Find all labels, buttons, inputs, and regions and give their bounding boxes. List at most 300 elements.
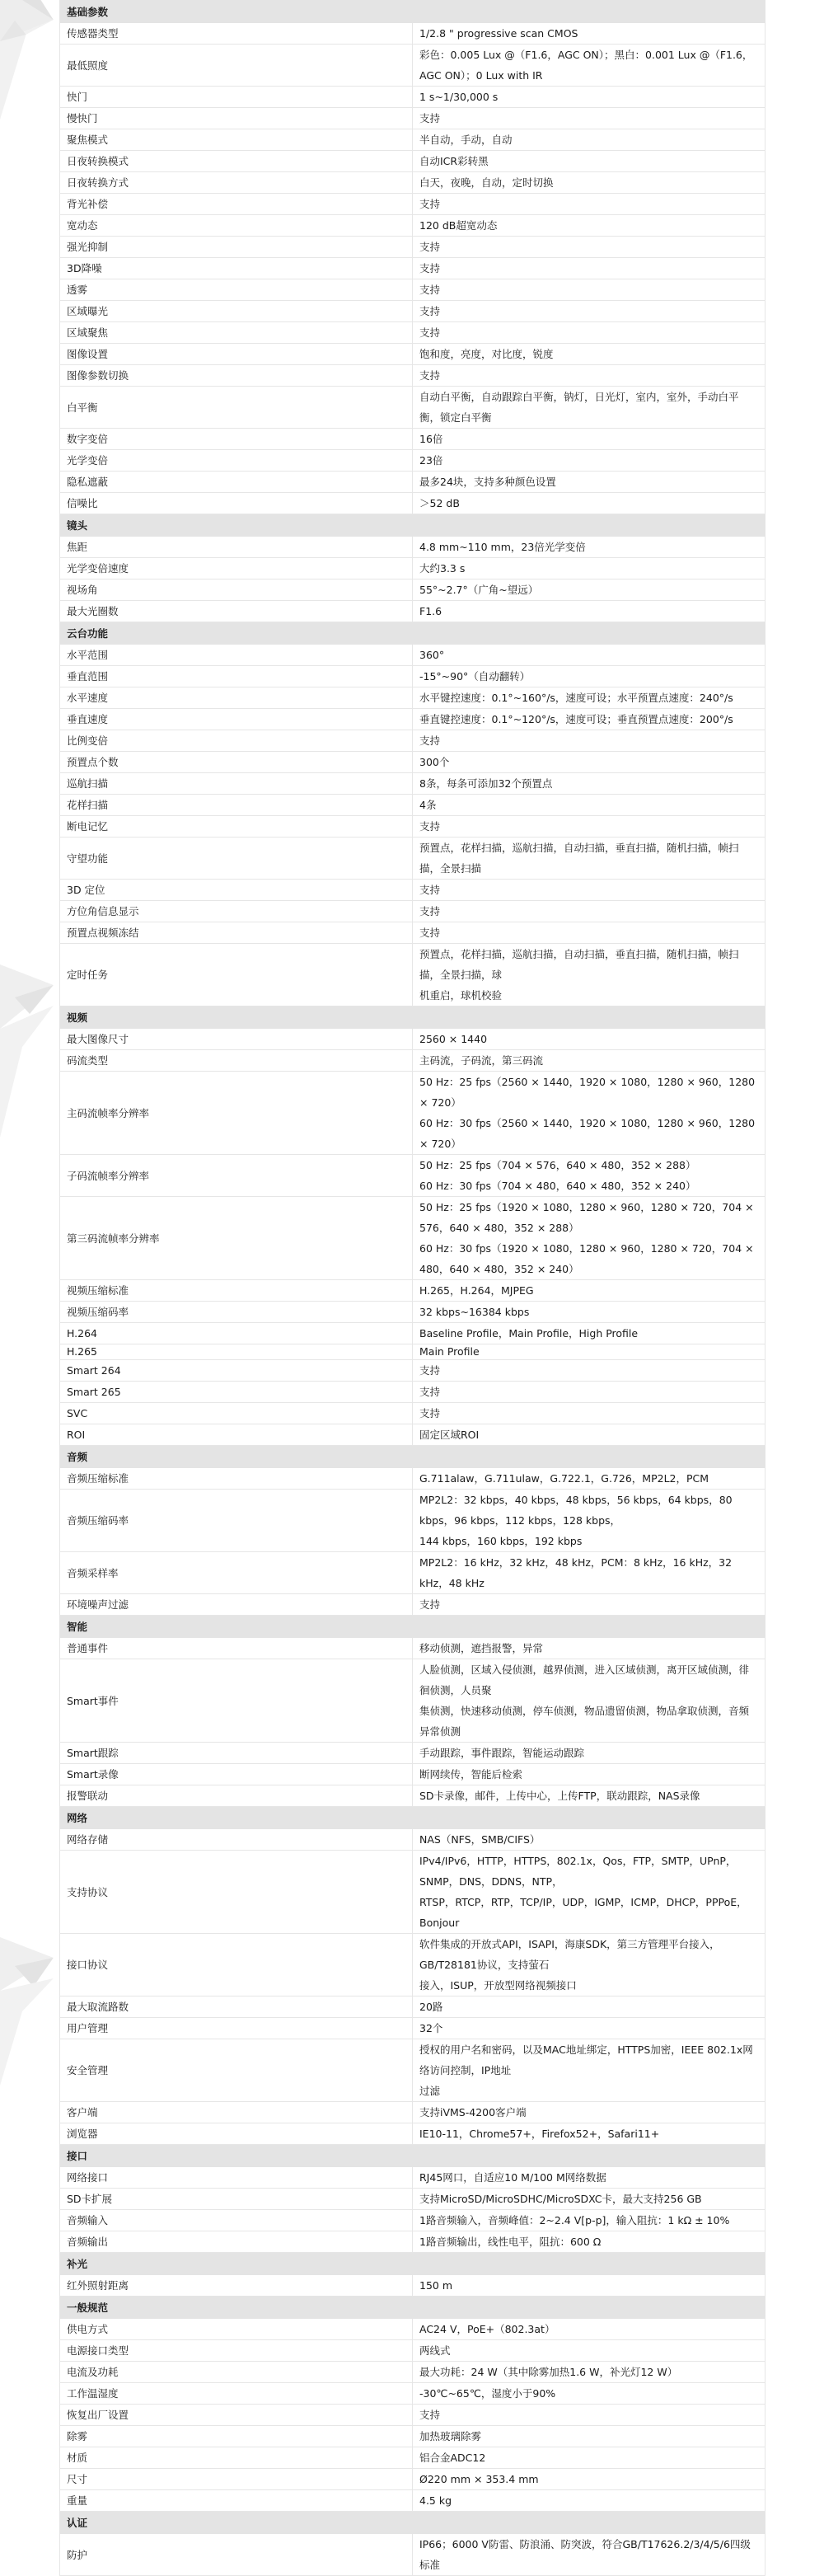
spec-row (60, 2189, 765, 2210)
spec-row (60, 1197, 765, 1280)
spec-label: 视频压缩标准 (60, 1280, 413, 1302)
spec-value-line: 32 kbps~16384 kbps (419, 1306, 530, 1318)
spec-value-line: 接入，ISUP，开放型网络视频接口 (419, 1979, 577, 1992)
spec-value-line: 支持 (419, 326, 441, 339)
spec-row (60, 816, 765, 838)
spec-value-line: ＞52 dB (419, 497, 460, 509)
spec-value-line: 1/2.8 " progressive scan CMOS (419, 27, 578, 40)
spec-label: 工作温湿度 (60, 2383, 413, 2405)
spec-label: Smart 265 (60, 1382, 413, 1403)
spec-label: 网络存储 (60, 1829, 413, 1851)
spec-value-line: 支持 (419, 884, 441, 896)
spec-value (413, 709, 765, 730)
spec-value (413, 558, 765, 579)
spec-value (413, 1764, 765, 1785)
spec-value-line: -30℃~65℃，湿度小于90% (419, 2387, 556, 2400)
spec-label: 水平范围 (60, 645, 413, 666)
spec-row (60, 730, 765, 752)
spec-value (413, 579, 765, 601)
spec-value-line: 2560 × 1440 (419, 1033, 488, 1045)
spec-label: 宽动态 (60, 215, 413, 237)
spec-value (413, 365, 765, 387)
spec-value (413, 601, 765, 622)
spec-label: 网络接口 (60, 2167, 413, 2189)
spec-row (60, 1638, 765, 1659)
spec-row (60, 795, 765, 816)
spec-label: 3D 定位 (60, 880, 413, 901)
spec-value-line: 预置点，花样扫描，巡航扫描，自动扫描，垂直扫描，随机扫描，帧扫描，全景扫描 (419, 842, 739, 875)
spec-label: H.265 (60, 1344, 413, 1360)
spec-label: 定时任务 (60, 944, 413, 1006)
spec-row (60, 1851, 765, 1934)
spec-row (60, 258, 765, 279)
spec-row (60, 1934, 765, 1997)
spec-label: Smart跟踪 (60, 1743, 413, 1764)
spec-value-line: 23倍 (419, 454, 443, 467)
spec-value (413, 151, 765, 172)
spec-value (413, 387, 765, 429)
spec-row (60, 1424, 765, 1446)
spec-value-line: 支持 (419, 198, 441, 210)
spec-label: 恢复出厂设置 (60, 2405, 413, 2426)
spec-row (60, 922, 765, 944)
spec-value-line: 150 m (419, 2279, 453, 2292)
spec-row (60, 1829, 765, 1851)
spec-value-line: RTSP，RTCP，RTP，TCP/IP，UDP，IGMP，ICMP，DHCP，PPPoE，Bonjour (419, 1896, 747, 1929)
spec-value (413, 1197, 765, 1280)
spec-label: SD卡扩展 (60, 2189, 413, 2210)
section-header (60, 2297, 765, 2319)
spec-label: Smart录像 (60, 1764, 413, 1785)
spec-value (413, 1403, 765, 1424)
spec-value (413, 344, 765, 365)
spec-value (413, 194, 765, 215)
spec-label: 最大光圈数 (60, 601, 413, 622)
spec-value (413, 1323, 765, 1344)
spec-value-line: 垂直键控速度：0.1°~120°/s，速度可设；垂直预置点速度：200°/s (419, 713, 733, 725)
spec-value (413, 129, 765, 151)
spec-row (60, 1764, 765, 1785)
spec-value-line: 4.8 mm~110 mm，23倍光学变倍 (419, 541, 586, 553)
spec-value (413, 1659, 765, 1743)
spec-value-line: IPv4/IPv6，HTTP，HTTPS，802.1x，Qos，FTP，SMTP，UPnP，SNMP，DNS，DDNS，NTP， (419, 1855, 737, 1888)
spec-row (60, 429, 765, 450)
spec-row (60, 2447, 765, 2469)
spec-value (413, 258, 765, 279)
spec-label: 白平衡 (60, 387, 413, 429)
spec-value (413, 2018, 765, 2039)
spec-value (413, 1743, 765, 1764)
spec-value-line: 支持 (419, 1407, 441, 1419)
spec-value-line: 授权的用户名和密码，以及MAC地址绑定，HTTPS加密，IEEE 802.1x网络访问控制，IP地址 (419, 2043, 753, 2076)
spec-label: 防护 (60, 2534, 413, 2576)
spec-value (413, 2426, 765, 2447)
spec-label: 第三码流帧率分辨率 (60, 1197, 413, 1280)
spec-value-line: AC24 V，PoE+（802.3at） (419, 2323, 555, 2335)
spec-row (60, 901, 765, 922)
spec-label: 用户管理 (60, 2018, 413, 2039)
spec-table-body (60, 1, 765, 2576)
spec-label: 3D降噪 (60, 258, 413, 279)
spec-value (413, 1490, 765, 1552)
spec-value (413, 2123, 765, 2145)
spec-value (413, 795, 765, 816)
spec-value-line: 支持 (419, 2409, 441, 2421)
spec-value-line: 加热玻璃除雾 (419, 2430, 482, 2442)
spec-value-line: 支持 (419, 284, 441, 296)
spec-row (60, 194, 765, 215)
spec-row (60, 2490, 765, 2512)
spec-row (60, 23, 765, 45)
spec-value (413, 2210, 765, 2231)
spec-value (413, 901, 765, 922)
spec-value (413, 666, 765, 687)
spec-row (60, 2319, 765, 2340)
spec-value (413, 2189, 765, 2210)
spec-row (60, 1323, 765, 1344)
spec-label: 材质 (60, 2447, 413, 2469)
spec-value (413, 2231, 765, 2253)
spec-value-line: 断网续传，智能后检索 (419, 1768, 523, 1781)
spec-label: 水平速度 (60, 687, 413, 709)
spec-label: 区域聚焦 (60, 322, 413, 344)
spec-row (60, 687, 765, 709)
spec-label: H.264 (60, 1323, 413, 1344)
spec-label: 聚焦模式 (60, 129, 413, 151)
spec-label: 图像设置 (60, 344, 413, 365)
spec-value-line: 移动侦测，遮挡报警，异常 (419, 1642, 544, 1654)
spec-value-line: 水平键控速度：0.1°~160°/s，速度可设；水平预置点速度：240°/s (419, 692, 733, 704)
spec-value-line: 手动跟踪，事件跟踪，智能运动跟踪 (419, 1747, 585, 1759)
spec-value (413, 687, 765, 709)
spec-row (60, 2102, 765, 2123)
spec-value (413, 2447, 765, 2469)
spec-value (413, 1997, 765, 2018)
spec-value-line: 人脸侦测，区域入侵侦测，越界侦测，进入区域侦测，离开区域侦测，徘徊侦测，人员聚 (419, 1663, 750, 1696)
spec-row (60, 1050, 765, 1072)
spec-value (413, 108, 765, 129)
spec-value (413, 880, 765, 901)
spec-value (413, 2102, 765, 2123)
spec-value (413, 2319, 765, 2340)
spec-label: Smart 264 (60, 1360, 413, 1382)
spec-label: 光学变倍 (60, 450, 413, 472)
spec-value-line: 144 kbps，160 kbps，192 kbps (419, 1535, 583, 1547)
spec-value (413, 1072, 765, 1155)
spec-row (60, 752, 765, 773)
spec-row (60, 2362, 765, 2383)
spec-row (60, 880, 765, 901)
spec-value-line: 最大功耗：24 W（其中除雾加热1.6 W，补光灯12 W） (419, 2366, 678, 2378)
section-title: 补光 (60, 2253, 765, 2275)
spec-label: 客户端 (60, 2102, 413, 2123)
spec-value-line: 机重启，球机校验 (419, 989, 503, 1002)
spec-value-line: 32个 (419, 2022, 443, 2034)
section-header (60, 1006, 765, 1029)
spec-value (413, 2340, 765, 2362)
spec-label: 日夜转换方式 (60, 172, 413, 194)
spec-label: 环境噪声过滤 (60, 1594, 413, 1616)
spec-value-line: 55°~2.7°（广角~望远） (419, 584, 539, 596)
spec-row (60, 2405, 765, 2426)
spec-label: 音频压缩标准 (60, 1468, 413, 1490)
spec-value-line: 自动白平衡，自动跟踪白平衡，钠灯，日光灯，室内，室外，手动白平衡，锁定白平衡 (419, 391, 739, 424)
spec-label: 数字变倍 (60, 429, 413, 450)
spec-row (60, 2469, 765, 2490)
spec-value-line: F1.6 (419, 605, 442, 617)
spec-value-line: 白天，夜晚，自动，定时切换 (419, 176, 554, 189)
spec-label: 透雾 (60, 279, 413, 301)
spec-row (60, 601, 765, 622)
spec-row (60, 1785, 765, 1807)
spec-value-line: G.711alaw，G.711ulaw，G.722.1，G.726，MP2L2，PCM (419, 1472, 709, 1485)
section-header (60, 622, 765, 645)
spec-value-line: 支持 (419, 305, 441, 317)
section-title: 一般规范 (60, 2297, 765, 2319)
section-header (60, 2253, 765, 2275)
decorative-shape-middle (0, 948, 59, 1179)
spec-row (60, 1360, 765, 1382)
spec-value-line: 支持 (419, 369, 441, 382)
spec-value (413, 472, 765, 493)
spec-value-line: 60 Hz：30 fps（1920 × 1080，1280 × 960，1280 × 720，704 × 480，640 × 480，352 × 240） (419, 1242, 754, 1275)
spec-row (60, 2018, 765, 2039)
spec-row (60, 558, 765, 579)
spec-value-line: IP66；6000 V防雷、防浪涌、防突波，符合GB/T17626.2/3/4/5/6四级标准 (419, 2538, 751, 2571)
section-title: 接口 (60, 2145, 765, 2167)
spec-label: 快门 (60, 87, 413, 108)
spec-value (413, 922, 765, 944)
spec-label: 普通事件 (60, 1638, 413, 1659)
spec-value-line: 最多24块，支持多种颜色设置 (419, 476, 556, 488)
spec-value (413, 816, 765, 838)
spec-value-line: 支持 (419, 1364, 441, 1377)
spec-value (413, 87, 765, 108)
spec-value-line: MP2L2：16 kHz，32 kHz，48 kHz，PCM：8 kHz，16 kHz，32 kHz，48 kHz (419, 1556, 733, 1589)
spec-value (413, 1050, 765, 1072)
spec-label: 安全管理 (60, 2039, 413, 2102)
spec-label: 光学变倍速度 (60, 558, 413, 579)
spec-row (60, 2231, 765, 2253)
spec-value (413, 1594, 765, 1616)
spec-row (60, 2534, 765, 2576)
spec-label: 视频压缩码率 (60, 1302, 413, 1323)
spec-value-line: 支持 (419, 820, 441, 833)
spec-row (60, 2210, 765, 2231)
spec-value-line: 360° (419, 649, 445, 661)
spec-value (413, 1344, 765, 1360)
spec-value-line: 8条，每条可添加32个预置点 (419, 777, 553, 790)
spec-row (60, 493, 765, 514)
spec-label: 预置点个数 (60, 752, 413, 773)
spec-label: 图像参数切换 (60, 365, 413, 387)
spec-label: 区域曝光 (60, 301, 413, 322)
section-header (60, 1446, 765, 1468)
spec-label: ROI (60, 1424, 413, 1446)
spec-row (60, 151, 765, 172)
spec-value-line: 50 Hz：25 fps（704 × 576，640 × 480，352 × 288） (419, 1159, 696, 1171)
spec-row (60, 215, 765, 237)
spec-row (60, 838, 765, 880)
spec-value (413, 1552, 765, 1594)
spec-row (60, 365, 765, 387)
spec-value (413, 237, 765, 258)
spec-row (60, 1155, 765, 1197)
spec-value (413, 838, 765, 880)
spec-value (413, 1934, 765, 1997)
section-title: 云台功能 (60, 622, 765, 645)
spec-value (413, 1829, 765, 1851)
spec-value-line: 支持 (419, 112, 441, 124)
spec-value-line: IE10-11，Chrome57+，Firefox52+，Safari11+ (419, 2128, 660, 2140)
spec-value-line: 支持 (419, 734, 441, 747)
spec-label: 电源接口类型 (60, 2340, 413, 2362)
spec-label: 信噪比 (60, 493, 413, 514)
spec-label: 巡航扫描 (60, 773, 413, 795)
spec-row (60, 1468, 765, 1490)
spec-row (60, 1382, 765, 1403)
spec-value-line: 彩色：0.005 Lux @（F1.6，AGC ON）；黑白：0.001 Lux @（F1.6，AGC ON）；0 Lux with IR (419, 49, 753, 82)
spec-value-line: 60 Hz：30 fps（2560 × 1440，1920 × 1080，1280 × 960，1280 × 720） (419, 1117, 756, 1150)
spec-value-line: 1路音频输出，线性电平，阻抗：600 Ω (419, 2236, 602, 2248)
spec-label: 预置点视频冻结 (60, 922, 413, 944)
spec-label: 花样扫描 (60, 795, 413, 816)
spec-value (413, 1468, 765, 1490)
spec-value (413, 1360, 765, 1382)
spec-row (60, 773, 765, 795)
spec-value-line: Main Profile (419, 1345, 480, 1358)
spec-value-line: 铝合金ADC12 (419, 2452, 486, 2464)
spec-row (60, 1552, 765, 1594)
spec-value-line: NAS（NFS，SMB/CIFS） (419, 1833, 541, 1846)
spec-label: 子码流帧率分辨率 (60, 1155, 413, 1197)
spec-value (413, 1155, 765, 1197)
spec-label: 报警联动 (60, 1785, 413, 1807)
spec-table (59, 0, 765, 2576)
spec-value-line: H.265，H.264，MJPEG (419, 1284, 534, 1297)
section-header (60, 2512, 765, 2534)
spec-row (60, 45, 765, 87)
spec-value (413, 730, 765, 752)
spec-value-line: RJ45网口，自适应10 M/100 M网络数据 (419, 2171, 606, 2184)
spec-label: 比例变倍 (60, 730, 413, 752)
spec-value-line: Baseline Profile，Main Profile，High Profile (419, 1327, 639, 1340)
spec-label: 接口协议 (60, 1934, 413, 1997)
spec-value (413, 450, 765, 472)
spec-label: Smart事件 (60, 1659, 413, 1743)
spec-row (60, 108, 765, 129)
spec-label: 浏览器 (60, 2123, 413, 2145)
spec-label: SVC (60, 1403, 413, 1424)
section-header (60, 1616, 765, 1638)
spec-value (413, 752, 765, 773)
section-title: 镜头 (60, 514, 765, 537)
spec-value (413, 45, 765, 87)
spec-label: 重量 (60, 2490, 413, 2512)
spec-value-line: MP2L2：32 kbps，40 kbps，48 kbps，56 kbps，64 kbps，80 kbps，96 kbps，112 kbps，128 kbps， (419, 1494, 733, 1527)
spec-value (413, 2362, 765, 2383)
spec-value-line: 120 dB超宽动态 (419, 219, 498, 232)
spec-row (60, 1743, 765, 1764)
section-title: 认证 (60, 2512, 765, 2534)
spec-value-line: 支持 (419, 1386, 441, 1398)
spec-value (413, 773, 765, 795)
spec-value (413, 429, 765, 450)
section-title: 音频 (60, 1446, 765, 1468)
spec-label: 音频压缩码率 (60, 1490, 413, 1552)
spec-value-line: 16倍 (419, 433, 443, 445)
spec-value-line: 支持 (419, 1598, 441, 1611)
spec-row (60, 1280, 765, 1302)
spec-row (60, 129, 765, 151)
spec-value (413, 493, 765, 514)
spec-label: 音频采样率 (60, 1552, 413, 1594)
spec-label: 码流类型 (60, 1050, 413, 1072)
spec-value (413, 2167, 765, 2189)
spec-row (60, 450, 765, 472)
decorative-shape-top (0, 0, 59, 247)
spec-value-line: 支持iVMS-4200客户端 (419, 2106, 527, 2119)
spec-value-line: 20路 (419, 2001, 443, 2013)
spec-value (413, 944, 765, 1006)
spec-row (60, 322, 765, 344)
spec-row (60, 1997, 765, 2018)
spec-value (413, 1029, 765, 1050)
spec-label: 电流及功耗 (60, 2362, 413, 2383)
spec-row (60, 2426, 765, 2447)
spec-value-line: 预置点，花样扫描，巡航扫描，自动扫描，垂直扫描，随机扫描，帧扫描，全景扫描，球 (419, 948, 739, 981)
spec-label: 主码流帧率分辨率 (60, 1072, 413, 1155)
spec-label: 垂直范围 (60, 666, 413, 687)
spec-value (413, 1638, 765, 1659)
spec-label: 隐私遮蔽 (60, 472, 413, 493)
spec-value (413, 1785, 765, 1807)
spec-value-line: -15°~90°（自动翻转） (419, 670, 531, 683)
spec-row (60, 344, 765, 365)
spec-value (413, 537, 765, 558)
spec-value (413, 2383, 765, 2405)
spec-label: 供电方式 (60, 2319, 413, 2340)
spec-value-line: Ø220 mm × 353.4 mm (419, 2473, 539, 2485)
spec-value-line: 支持 (419, 262, 441, 274)
spec-value (413, 2490, 765, 2512)
spec-row (60, 645, 765, 666)
spec-label: 音频输入 (60, 2210, 413, 2231)
spec-value-line: 软件集成的开放式API，ISAPI，海康SDK，第三方管理平台接入，GB/T28181协议，支持萤石 (419, 1938, 720, 1971)
spec-value (413, 172, 765, 194)
spec-label: 断电记忆 (60, 816, 413, 838)
spec-row (60, 387, 765, 429)
spec-value (413, 1424, 765, 1446)
section-header (60, 1, 765, 23)
spec-label: 垂直速度 (60, 709, 413, 730)
spec-label: 音频输出 (60, 2231, 413, 2253)
spec-row (60, 1403, 765, 1424)
spec-row (60, 944, 765, 1006)
spec-row (60, 1302, 765, 1323)
spec-row (60, 1594, 765, 1616)
spec-value-line: 集侦测，快速移动侦测，停车侦测，物品遗留侦测，物品拿取侦测，音频异常侦测 (419, 1705, 750, 1738)
spec-row (60, 2039, 765, 2102)
spec-row (60, 1072, 765, 1155)
spec-label: 背光补偿 (60, 194, 413, 215)
spec-value-line: 支持 (419, 905, 441, 917)
section-header (60, 514, 765, 537)
spec-value-line: 300个 (419, 756, 450, 768)
section-title: 视频 (60, 1006, 765, 1029)
spec-label: 尺寸 (60, 2469, 413, 2490)
spec-row (60, 666, 765, 687)
